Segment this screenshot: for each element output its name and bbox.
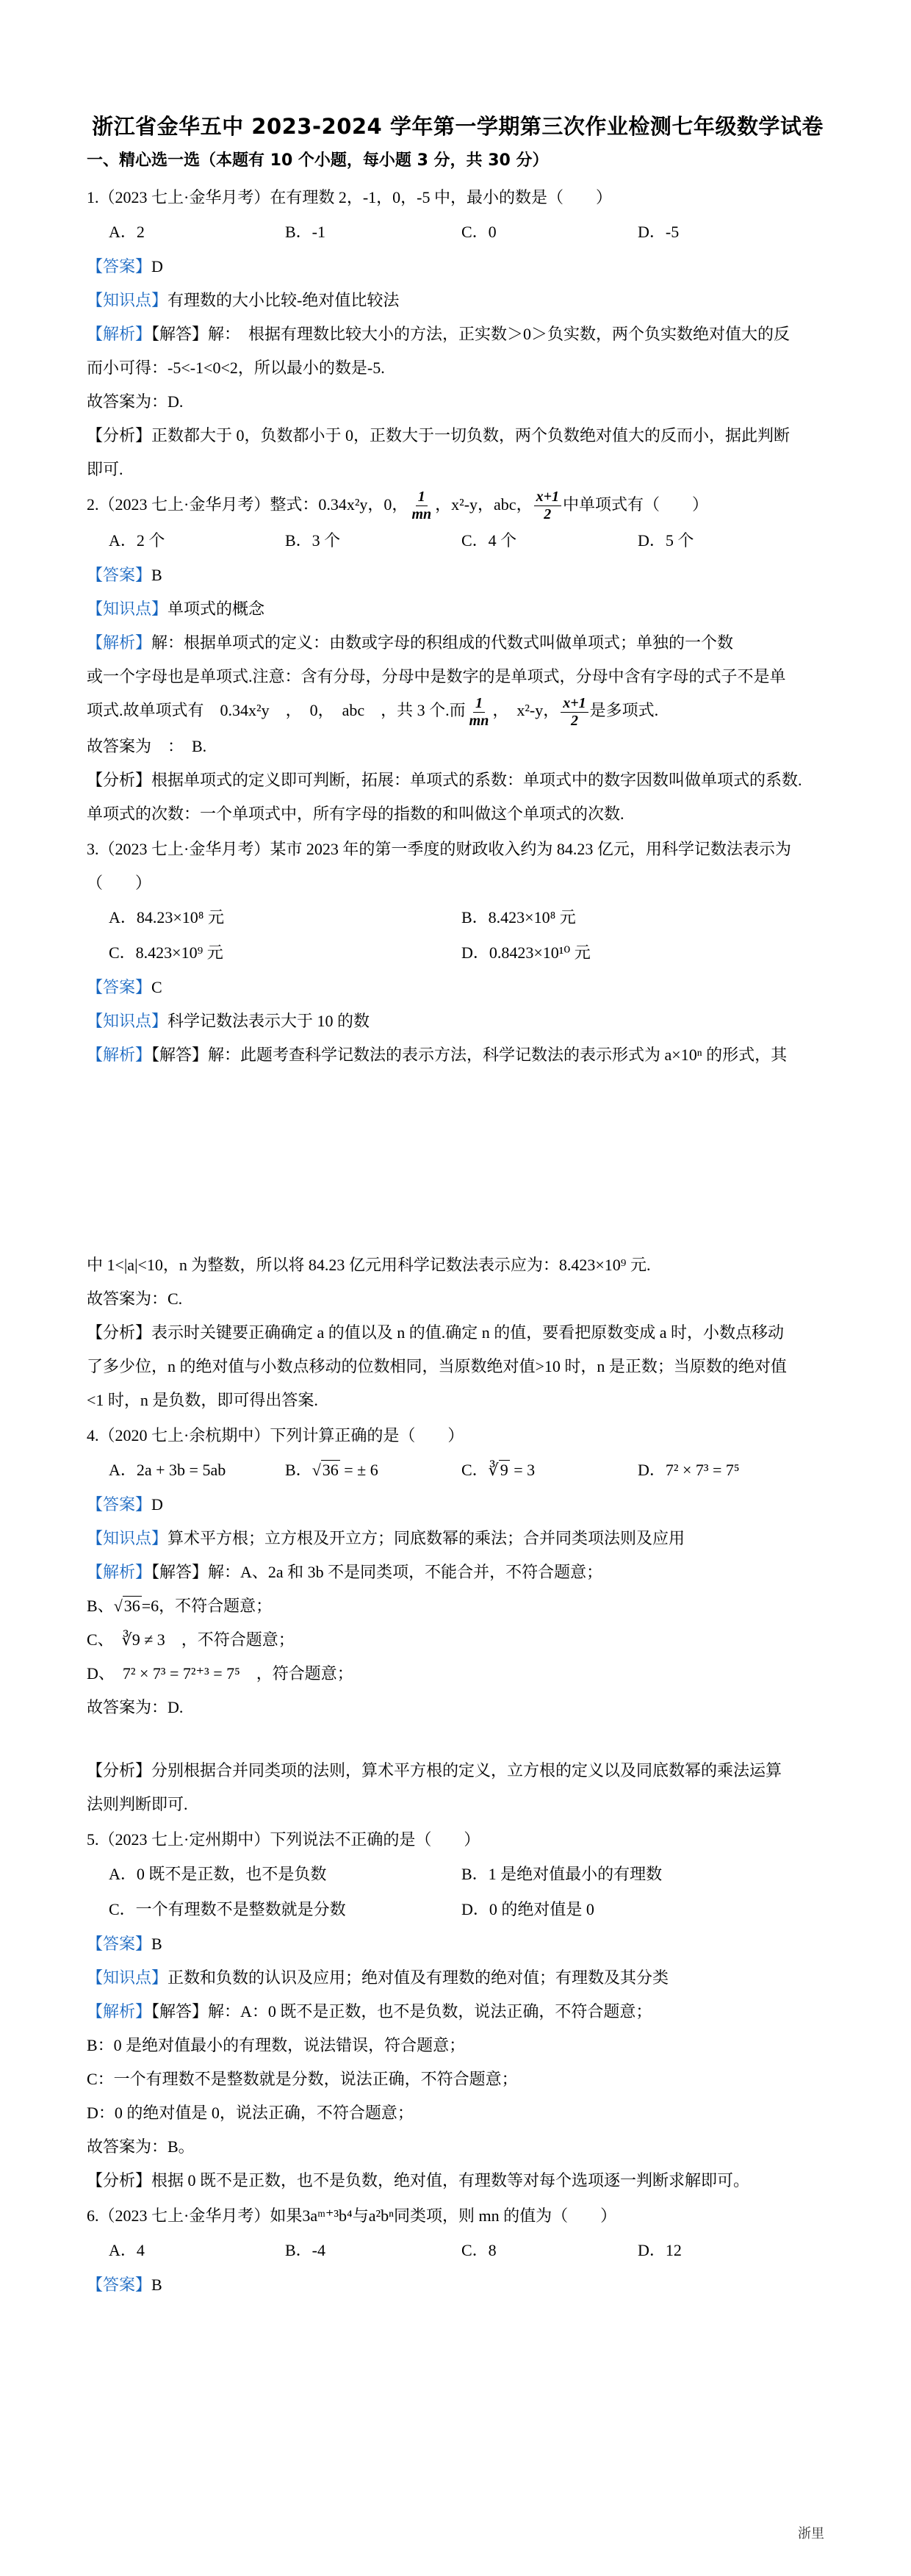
q1-review-line1: 正数都大于 0，负数都小于 0，正数大于一切负数，两个负数绝对值大的反而小，据此判断 (151, 426, 791, 445)
q2-option-b: B．3 个 (285, 531, 341, 550)
q2-final: 故答案为 ： B. (87, 736, 207, 755)
q2-answer-value: B (151, 566, 162, 585)
fraction-x-plus-1-over-2 (561, 695, 588, 730)
q3-knowledge (87, 1004, 829, 1038)
q4-answer (87, 1488, 829, 1522)
q2-stem-part2: ，x²-y，abc， (435, 495, 533, 514)
q4-option-a: A．2a + 3b = 5ab (109, 1460, 226, 1479)
review-tag: 【分析】 (87, 1760, 152, 1780)
q3-option-c: C．8.423×10⁹ 元 (109, 943, 223, 962)
q4-stem: 4.（2020 七上·余杭期中）下列计算正确的是（ ） (87, 1425, 464, 1444)
q4-knowledge (87, 1522, 829, 1555)
q1-analysis-line1: 解： 根据有理数比较大小的方法，正实数＞0＞负实数，两个负实数绝对值大的反 (208, 325, 791, 343)
q5-option-d: D．0 的绝对值是 0 (461, 1899, 594, 1918)
q1-option-c: C．0 (461, 223, 497, 241)
fraction-numerator: x+1 (561, 695, 588, 713)
q3-analysis (87, 1038, 829, 1072)
q2-stem-part1: 2.（2023 七上·金华月考）整式：0.34x²y，0， (87, 495, 408, 514)
q6-answer-value: B (151, 2275, 162, 2294)
q6-option-d: D．12 (638, 2240, 682, 2259)
q4-options (87, 1453, 829, 1488)
exam-title: 浙江省金华五中 2023-2024 学年第一学期第三次作业检测七年级数学试卷 (92, 114, 824, 139)
q3-answer (87, 971, 829, 1004)
q4-analysis-line2-rest: =6，不符合题意； (141, 1596, 273, 1615)
knowledge-tag: 【知识点】 (87, 291, 168, 309)
q1-review (87, 419, 829, 453)
q4-analysis-line3: C、 ∛9 ≠ 3 ，不符合题意； (87, 1630, 295, 1649)
q2-analysis-line3-part3: 是多项式. (589, 701, 659, 720)
q3-analysis-line1: 解：此题考查科学记数法的表示方法，科学记数法的表示形式为 a×10ⁿ 的形式，其 (208, 1045, 788, 1064)
knowledge-tag: 【知识点】 (87, 1968, 168, 1987)
solution-tag: 【解答】 (151, 1045, 209, 1064)
q5-option-c: C．一个有理数不是整数就是分数 (109, 1899, 346, 1918)
answer-tag: 【答案】 (87, 257, 152, 276)
q6-stem: 6.（2023 七上·金华月考）如果3aᵐ⁺³b⁴与a²bⁿ同类项，则 mn 的值为（ ） (87, 2206, 617, 2225)
answer-tag: 【答案】 (87, 2275, 152, 2294)
q3-stem-line2: （ ） (87, 873, 152, 892)
q2-options (87, 523, 829, 558)
q3-review-line3: <1 时，n 是负数，即可得出答案. (87, 1390, 318, 1409)
q2-analysis (87, 626, 829, 660)
q5-review-line1: 根据 0 既不是正数，也不是负数，绝对值，有理数等对每个选项逐一判断求解即可。 (151, 2170, 750, 2190)
section-heading: 一、精心选一选（本题有 10 个小题，每小题 3 分，共 30 分） (87, 151, 549, 170)
q1-answer-value: D (151, 257, 163, 276)
sqrt-radicand: 36 (123, 1596, 140, 1615)
review-tag: 【分析】 (87, 770, 152, 789)
q2-option-d: D．5 个 (638, 531, 694, 550)
q4-review-line2: 法则判断即可. (87, 1794, 188, 1813)
q4-analysis (87, 1555, 829, 1589)
q5-analysis-line3: C：一个有理数不是整数就是分数，说法正确，不符合题意； (87, 2069, 518, 2088)
q5-answer (87, 1927, 829, 1961)
answer-tag: 【答案】 (87, 1934, 152, 1953)
q5-option-b: B．1 是绝对值最小的有理数 (461, 1864, 663, 1883)
solution-tag: 【解答】 (151, 1562, 209, 1581)
q2-knowledge-text: 单项式的概念 (168, 600, 265, 619)
q6-option-a: A．4 (109, 2240, 145, 2259)
q4-option-b-rest: = ± 6 (339, 1460, 378, 1479)
q2-review-line2: 单项式的次数：一个单项式中，所有字母的指数的和叫做这个单项式的次数. (87, 804, 624, 823)
q4-review-line1: 分别根据合并同类项的法则，算术平方根的定义，立方根的定义以及同底数幂的乘法运算 (151, 1760, 782, 1780)
analysis-tag: 【解析】 (87, 2001, 152, 2021)
q1-option-d: D．-5 (638, 223, 680, 241)
q4-review (87, 1754, 829, 1788)
q2-analysis-line3-part1: 项式.故单项式有 0.34x²y ， 0， abc ，共 3 个.而 (87, 701, 466, 720)
analysis-tag: 【解析】 (87, 1562, 152, 1581)
analysis-tag: 【解析】 (87, 633, 152, 652)
exam-content (87, 110, 829, 2302)
review-tag: 【分析】 (87, 2170, 152, 2190)
q2-review (87, 763, 829, 797)
q4-analysis-line4: D、 7² × 7³ = 7²⁺³ = 7⁵ ，符合题意； (87, 1663, 353, 1683)
q4-option-c (461, 1453, 638, 1488)
q5-options-row2 (87, 1892, 829, 1927)
q2-analysis-line3-part2: ， x²-y， (492, 701, 560, 720)
q6-option-c: C．8 (461, 2240, 497, 2259)
blank-space (87, 1724, 829, 1754)
q3-options-row2 (87, 935, 829, 971)
solution-tag: 【解答】 (151, 325, 209, 343)
q1-option-a: A．2 (109, 223, 145, 241)
fraction-1-over-mn (467, 695, 491, 730)
q2-answer (87, 558, 829, 592)
q5-final: 故答案为：B。 (87, 2137, 195, 2156)
knowledge-tag: 【知识点】 (87, 1528, 168, 1547)
q5-analysis-line1: 解：A：0 既不是正数，也不是负数，说法正确，不符合题意； (208, 2001, 652, 2021)
solution-tag: 【解答】 (151, 2001, 209, 2021)
q3-final: 故答案为：C. (87, 1289, 183, 1308)
q5-analysis-line2: B：0 是绝对值最小的有理数，说法错误，符合题意； (87, 2035, 466, 2054)
q3-option-b: B．8.423×10⁸ 元 (461, 907, 576, 927)
q5-knowledge-text: 正数和负数的认识及应用；绝对值及有理数的绝对值；有理数及其分类 (168, 1968, 669, 1987)
q1-answer (87, 250, 829, 284)
q3-analysis-line2: 中 1<|a|<10，n 为整数，所以将 84.23 亿元用科学记数法表示应为：8.423×10⁹ 元. (87, 1255, 651, 1274)
blank-space (87, 1072, 829, 1248)
q5-review (87, 2164, 829, 2198)
q4-option-b-label: B． (285, 1460, 312, 1479)
q5-analysis (87, 1995, 829, 2029)
q6-answer (87, 2268, 829, 2302)
fraction-numerator: 1 (473, 695, 485, 713)
q5-option-a: A．0 既不是正数，也不是负数 (109, 1864, 327, 1883)
fraction-denominator: 2 (544, 506, 552, 523)
q4-option-c-label: C．∛ (461, 1460, 499, 1479)
q4-analysis-line1: 解：A、2a 和 3b 不是同类项，不能合并，不符合题意； (208, 1562, 603, 1581)
fraction-numerator: x+1 (534, 489, 561, 506)
review-tag: 【分析】 (87, 426, 152, 445)
page-footer: 浙里 (798, 2526, 824, 2541)
analysis-tag: 【解析】 (87, 1045, 152, 1064)
fraction-x-plus-1-over-2 (534, 489, 561, 523)
q2-option-a: A．2 个 (109, 531, 165, 550)
q2-analysis-line3 (87, 694, 829, 729)
q4-analysis-line2-label: B、 (87, 1596, 114, 1615)
q4-analysis-line2: B、√36=6，不符合题意； (87, 1596, 273, 1615)
q2-analysis-line1: 解：根据单项式的定义：由数或字母的积组成的代数式叫做单项式；单独的一个数 (151, 633, 734, 652)
q1-options (87, 215, 829, 250)
q3-review-line2: 了多少位，n 的绝对值与小数点移动的位数相同，当原数绝对值>10 时，n 是正数；当原数的绝对值 (87, 1356, 787, 1375)
fraction-denominator: 2 (570, 712, 578, 729)
answer-tag: 【答案】 (87, 1494, 152, 1514)
q3-option-d: D．0.8423×10¹⁰ 元 (461, 943, 591, 962)
q3-answer-value: C (151, 977, 162, 996)
analysis-tag: 【解析】 (87, 325, 152, 343)
cbrt-radicand: 9 (500, 1460, 508, 1479)
q2-analysis-line2: 或一个字母也是单项式.注意：含有分母，分母中是数字的是单项式，分母中含有字母的式子不是单 (87, 667, 786, 686)
q2-stem (87, 488, 829, 523)
q1-final: 故答案为：D. (87, 392, 184, 411)
q6-options (87, 2233, 829, 2268)
q2-knowledge (87, 592, 829, 626)
knowledge-tag: 【知识点】 (87, 1011, 168, 1030)
q5-options-row1 (87, 1857, 829, 1892)
q3-review-line1: 表示时关键要正确确定 a 的值以及 n 的值.确定 n 的值，要看把原数变成 a 时，小数点移动 (151, 1323, 785, 1342)
q4-knowledge-text: 算术平方根；立方根及开立方；同底数幂的乘法；合并同类项法则及应用 (168, 1528, 685, 1547)
q4-option-c-rest: = 3 (509, 1460, 536, 1479)
fraction-1-over-mn (409, 489, 433, 523)
q1-review-line2: 即可. (87, 460, 123, 478)
q1-analysis-line2: 而小可得：-5<-1<0<2，所以最小的数是-5. (87, 359, 385, 377)
q4-option-b: B．√36 = ± 6 (285, 1460, 378, 1479)
q5-knowledge (87, 1961, 829, 1995)
q4-final: 故答案为：D. (87, 1697, 184, 1716)
q3-option-a: A．84.23×10⁸ 元 (109, 907, 224, 927)
q1-analysis (87, 317, 829, 351)
fraction-numerator: 1 (416, 489, 428, 506)
answer-tag: 【答案】 (87, 566, 152, 585)
q2-option-c: C．4 个 (461, 531, 517, 550)
q5-analysis-line4: D：0 的绝对值是 0，说法正确，不符合题意； (87, 2103, 414, 2122)
knowledge-tag: 【知识点】 (87, 600, 168, 619)
fraction-denominator: mn (469, 712, 489, 729)
sqrt-radicand: 36 (322, 1460, 339, 1479)
q2-stem-part3: 中单项式有（ ） (562, 495, 708, 514)
q3-stem: 3.（2023 七上·金华月考）某市 2023 年的第一季度的财政收入约为 84.23 亿元，用科学记数法表示为 (87, 839, 791, 858)
q1-option-b: B．-1 (285, 223, 326, 241)
q1-knowledge-text: 有理数的大小比较-绝对值比较法 (168, 291, 400, 309)
q1-stem: 1.（2023 七上·金华月考）在有理数 2，-1，0，-5 中，最小的数是（ ） (87, 188, 612, 206)
q5-stem: 5.（2023 七上·定州期中）下列说法不正确的是（ ） (87, 1830, 480, 1849)
q3-review (87, 1316, 829, 1350)
q3-knowledge-text: 科学记数法表示大于 10 的数 (168, 1011, 370, 1030)
fraction-denominator: mn (411, 506, 432, 523)
q1-knowledge (87, 284, 829, 317)
q2-review-line1: 根据单项式的定义即可判断，拓展：单项式的系数：单项式中的数字因数叫做单项式的系数. (151, 770, 802, 789)
q4-answer-value: D (151, 1494, 163, 1514)
answer-tag: 【答案】 (87, 977, 152, 996)
q5-answer-value: B (151, 1934, 162, 1953)
q4-option-d: D．7² × 7³ = 7⁵ (638, 1460, 740, 1479)
review-tag: 【分析】 (87, 1323, 152, 1342)
q3-options-row1 (87, 900, 829, 935)
q6-option-b: B．-4 (285, 2240, 326, 2259)
